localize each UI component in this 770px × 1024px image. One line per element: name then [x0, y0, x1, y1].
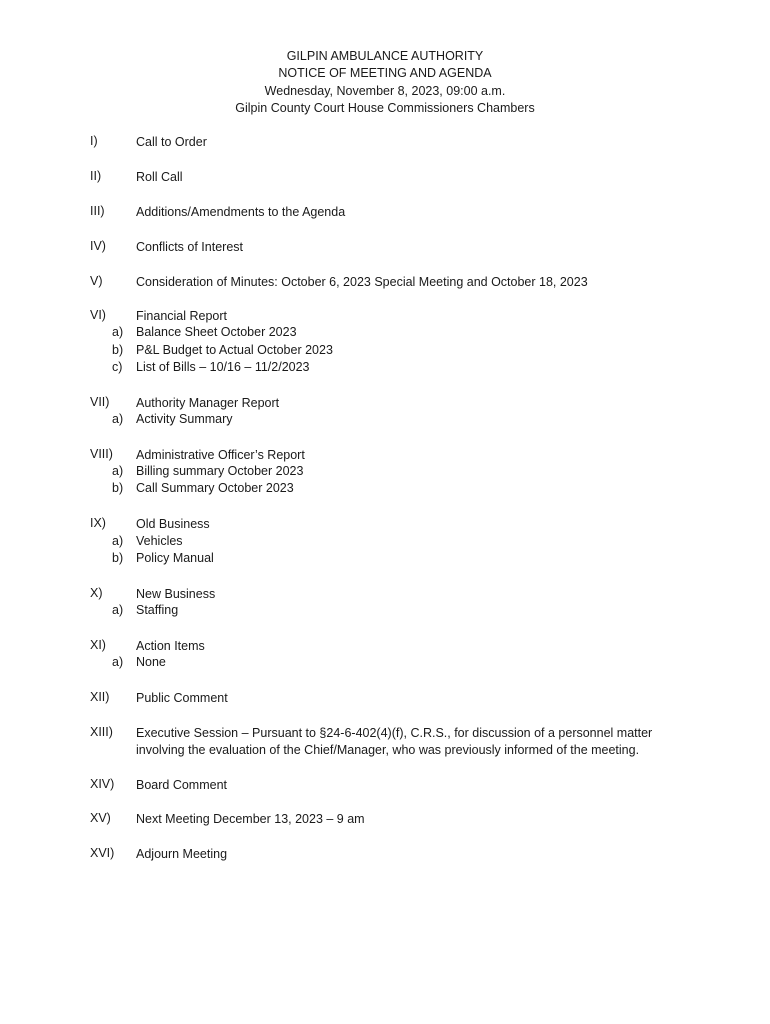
item-title: Authority Manager Report	[136, 396, 280, 410]
meeting-datetime: Wednesday, November 8, 2023, 09:00 a.m.	[264, 83, 506, 98]
sub-item-text: List of Bills – 10/16 – 11/2/2023	[136, 360, 310, 374]
item-title: Public Comment	[136, 691, 228, 705]
item-title-continuation: involving the evaluation of the Chief/Manager, who was previously informed of the meeting.	[136, 743, 640, 757]
organization-name: GILPIN AMBULANCE AUTHORITY	[286, 49, 484, 63]
item-title: New Business	[136, 587, 216, 601]
sub-item-text: Vehicles	[136, 534, 183, 548]
sub-item-letter: a)	[112, 464, 124, 478]
sub-item-text: Balance Sheet October 2023	[136, 325, 297, 339]
sub-item-letter: a)	[112, 534, 124, 548]
sub-item-text: Policy Manual	[136, 551, 214, 565]
item-number: VII)	[90, 395, 110, 409]
item-number: IV)	[90, 239, 106, 253]
sub-item-letter: a)	[112, 412, 124, 426]
item-title: Old Business	[136, 517, 210, 531]
item-title: Roll Call	[136, 170, 183, 184]
item-title: Action Items	[136, 639, 205, 653]
item-number: II)	[90, 169, 102, 183]
item-number: XI)	[90, 638, 106, 652]
item-number: III)	[90, 204, 105, 218]
item-number: XII)	[90, 690, 110, 704]
item-title: Consideration of Minutes: October 6, 2023 Special Meeting and October 18, 2023	[136, 275, 588, 289]
item-number: IX)	[90, 516, 106, 530]
item-title: Next Meeting December 13, 2023 – 9 am	[136, 812, 365, 826]
meeting-location: Gilpin County Court House Commissioners Chambers	[235, 100, 535, 115]
notice-title: NOTICE OF MEETING AND AGENDA	[278, 66, 492, 81]
agenda-header	[0, 48, 770, 117]
item-title: Board Comment	[136, 778, 228, 792]
sub-item-letter: c)	[112, 360, 123, 374]
item-title: Financial Report	[136, 309, 228, 323]
item-title: Adjourn Meeting	[136, 847, 228, 861]
sub-item-letter: b)	[112, 551, 124, 565]
sub-item-letter: a)	[112, 603, 124, 617]
sub-item-text: Staffing	[136, 603, 179, 617]
item-title: Conflicts of Interest	[136, 240, 243, 254]
item-number: XVI)	[90, 846, 115, 860]
item-number: V)	[90, 274, 103, 288]
item-title: Administrative Officer’s Report	[136, 448, 305, 462]
item-title: Executive Session – Pursuant to §24-6-402(4)(f), C.R.S., for discussion of a personnel matter	[136, 726, 653, 740]
sub-item-text: P&L Budget to Actual October 2023	[136, 343, 333, 357]
sub-item-letter: a)	[112, 655, 124, 669]
item-title: Additions/Amendments to the Agenda	[136, 205, 346, 219]
sub-item-text: Activity Summary	[136, 412, 233, 426]
item-number: X)	[90, 586, 103, 600]
item-number: XIV)	[90, 777, 115, 791]
sub-item-letter: b)	[112, 481, 124, 495]
sub-item-letter: a)	[112, 325, 124, 339]
item-number: VI)	[90, 308, 106, 322]
item-number: VIII)	[90, 447, 113, 461]
item-number: XV)	[90, 811, 111, 825]
sub-item-text: Call Summary October 2023	[136, 481, 294, 495]
sub-item-text: None	[136, 655, 166, 669]
sub-item-letter: b)	[112, 343, 124, 357]
item-number: I)	[90, 134, 98, 148]
item-title: Call to Order	[136, 135, 207, 149]
sub-item-text: Billing summary October 2023	[136, 464, 304, 478]
item-number: XIII)	[90, 725, 113, 739]
